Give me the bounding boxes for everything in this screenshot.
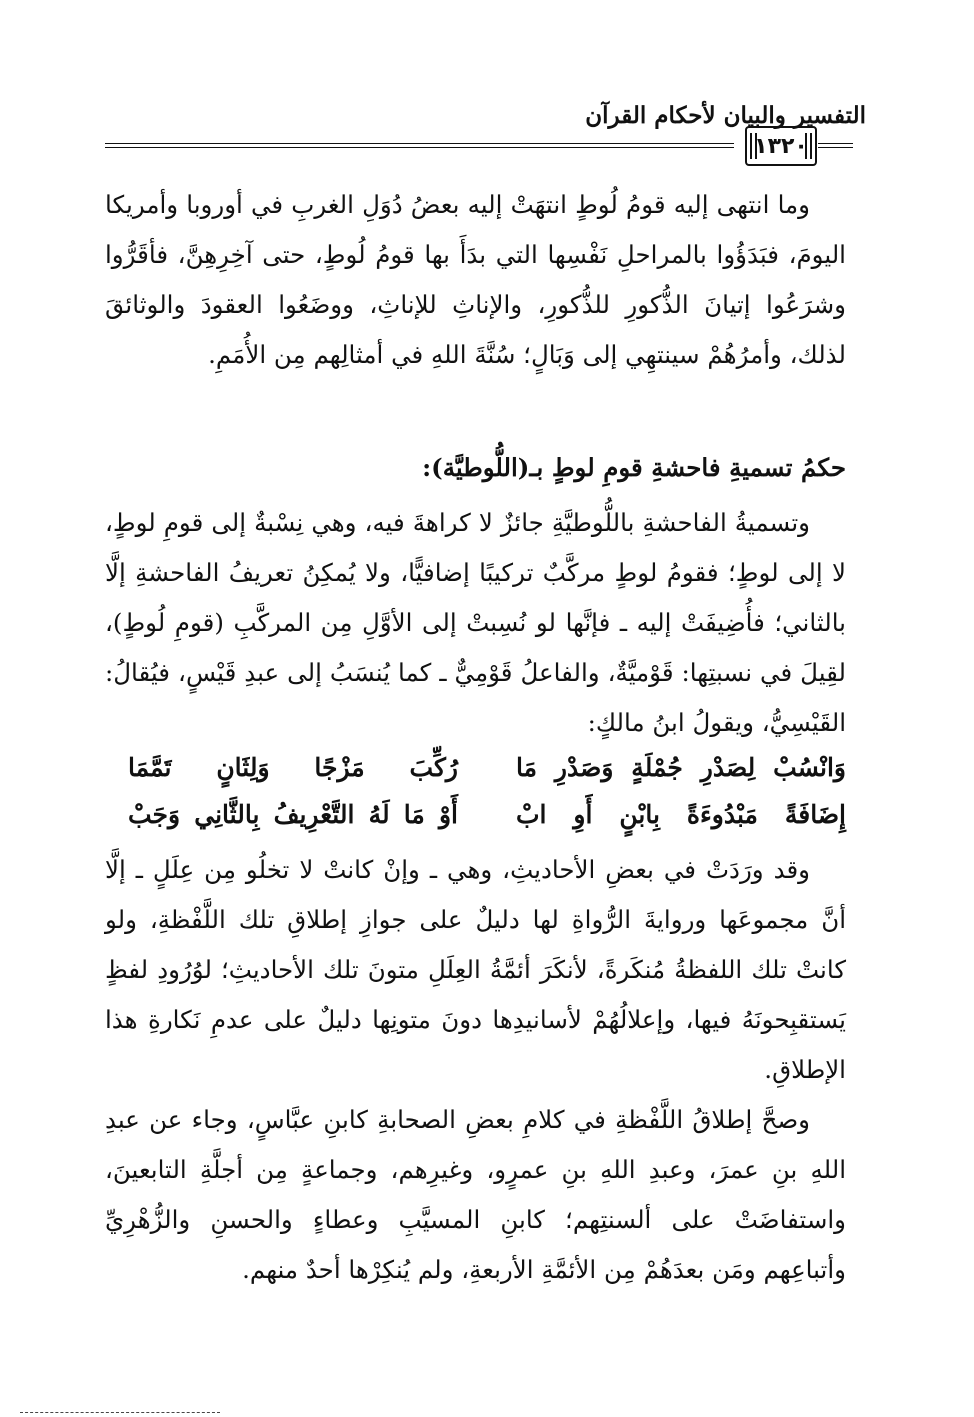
paragraph-3: وقد ورَدَتْ في بعضِ الأحاديثِ، وهي ـ وإنْ كانتْ لا تخلُو مِن عِلَلٍ ـ إلَّا أنَّ مجموعَها وروايةَ الرُّواةِ لها دليلٌ على جوازِ إطلاقِ تلك اللَّفْظةِ، ولو كانتْ تلك اللفظةُ مُنكَرةً، لأنكَرَ أئمَّةُ العِلَلِ متونَ تلك الأحاديثِ؛ لوُرُودِ لفظٍ يَستقبِحونَهُ فيها، وإعلالُهُمْ لأسانيدِها دونَ متونِها دليلٌ على عدمِ نَكارةِ هذا الإطلاقِ. (105, 855, 846, 1084)
page-number: ١٣٢٠ (745, 126, 817, 166)
verse-1-second-hemistich: رُكِّبَ مَزْجًا وَلِثَانٍ تَمَّمَا (128, 753, 458, 782)
verse-2-first-hemistich: إِضَافَةً مَبْدُوءَةً بِابْنٍ أَوِ ابْ (516, 800, 846, 829)
header-rule (105, 143, 734, 148)
paragraph-4: وصحَّ إطلاقُ اللَّفْظةِ في كلامِ بعضِ الصحابةِ كابنِ عبَّاسٍ، وجاء عن عبدِ اللهِ بنِ عمرَ، وعبدِ اللهِ بنِ عمرٍو، وغيرِهم، وجماعةٍ مِن أجلَّةِ التابعينَ، واستفاضَتْ على ألسنتِهم؛ كابنِ المسيَّبِ وعطاءٍ والحسنِ والزُّهْرِيِّ وأتباعِهم ومَن بعدَهُمْ مِن الأئمَّةِ الأربعةِ، ولم يُنكِرْها أحدٌ منهم. (105, 1105, 846, 1284)
footnote-separator (20, 1412, 220, 1413)
verse-line-1 (128, 745, 846, 791)
verse-line-2 (128, 792, 846, 838)
verse-2-second-hemistich: أَوْ مَا لَهُ التَّعْرِيفُ بِالثَّانِي وَجَبْ (128, 800, 458, 829)
running-title: التفسير والبيان لأحكام القرآن (585, 102, 866, 129)
paragraph-1: وما انتهى إليه قومُ لُوطٍ انتهَتْ إليه بعضُ دُوَلِ الغربِ في أوروبا وأمريكا اليومَ، فبَدَؤُوا بالمراحلِ نَفْسِها التي بدَأَ بها قومُ لُوطٍ، حتى آخِرِهِنَّ، فأقَرُّوا وشرَعُوا إتيانَ الذُّكورِ للذُّكورِ، والإناثِ للإناثِ، ووضَعُوا العقودَ والوثائقَ لذلك، وأمرُهُمْ سينتهِي إلى وَبَالٍ؛ سُنَّةَ اللهِ في أمثالِهم مِن الأُمَمِ. (105, 190, 846, 369)
section-heading: حكمُ تسميةِ فاحشةِ قومِ لوطٍ بـ(اللُّوطيَّة): (422, 453, 846, 482)
verse-1-first-hemistich: وَانْسُبْ لِصَدْرِ جُمْلَةٍ وَصَدْرِ مَا (516, 753, 846, 782)
paragraph-2: وتسميةُ الفاحشةِ باللُّوطيَّةِ جائزٌ لا كراهةَ فيه، وهي نِسْبةٌ إلى قومِ لوطٍ، لا إلى لوطٍ؛ فقومُ لوطٍ مركَّبٌ تركيبًا إضافيًّا، ولا يُمكِنُ تعريفُ الفاحشةِ إلَّا بالثاني؛ فأُضِيفَتْ إليه ـ فإنَّها لو نُسِبتْ إلى الأوَّلِ مِن المركَّبِ (قومِ لُوطٍ)، لقِيلَ في نسبتِها: قَوْميَّةٌ، والفاعلُ قَوْمِيٌّ ـ كما يُنسَبُ إلى عبدِ قَيْسٍ، فيُقالُ: القَيْسِيُّ، ويقولُ ابنُ مالكٍ: (105, 508, 846, 737)
header-rule-short (818, 143, 853, 148)
